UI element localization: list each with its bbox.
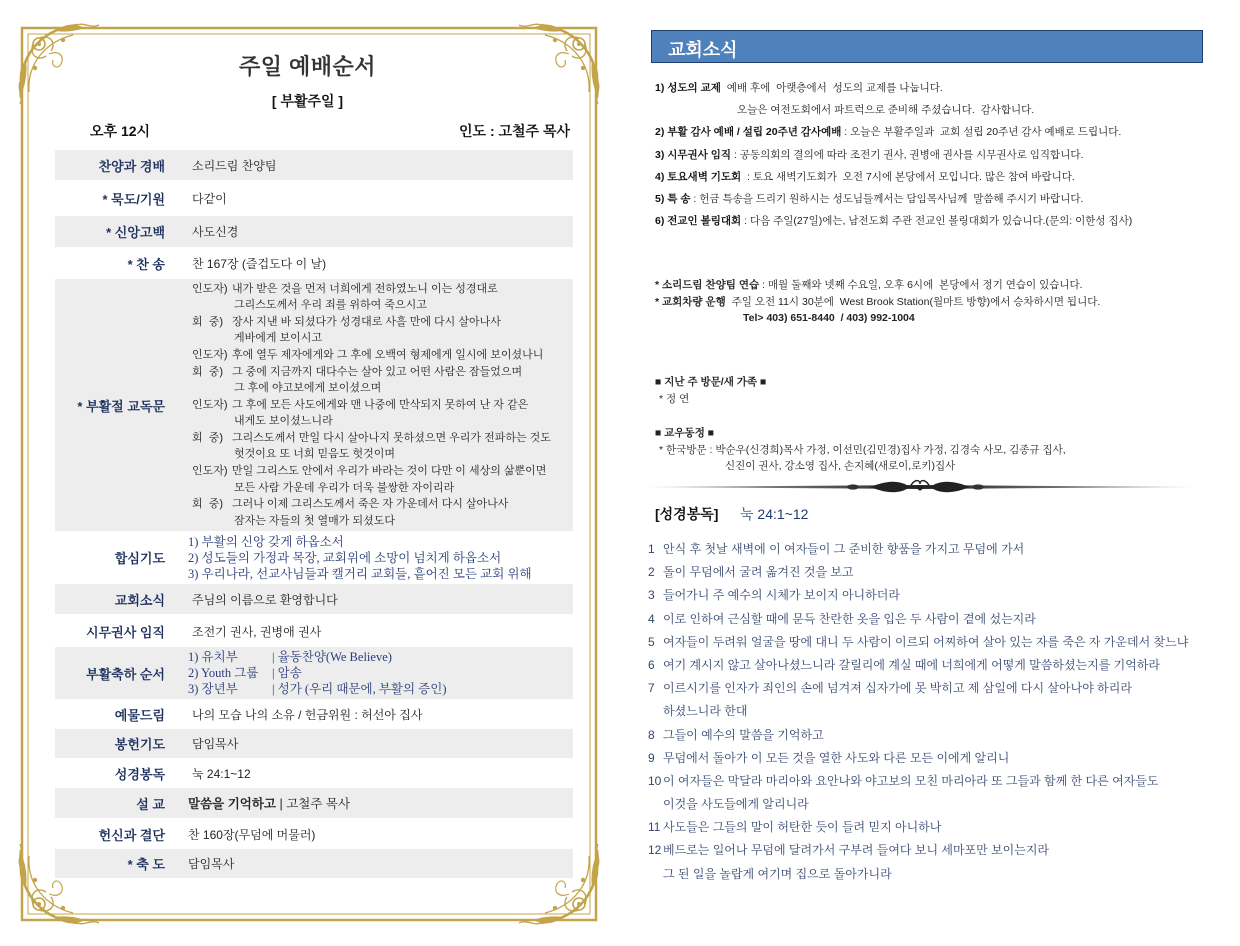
verse-text: 이것을 사도들에게 알리니라: [663, 797, 809, 812]
reading-text: 그 후에 모든 사도에게와 맨 나중에 만삭되지 못하여 난 자 같은: [232, 398, 529, 411]
order-row-prayer: [55, 533, 573, 582]
order-label: 합심기도: [114, 551, 165, 566]
order-row-sermon: [55, 788, 573, 818]
reading-speaker: 회 중): [192, 365, 224, 378]
news-title: 전교인 볼링대회: [667, 215, 742, 228]
verse-text: 안식 후 첫날 새벽에 이 여자들이 그 준비한 향품을 가지고 무덤에 가서: [663, 542, 1025, 556]
program-group: 3) 장년부: [188, 682, 238, 696]
verse: [648, 747, 1188, 770]
program-list: [188, 649, 446, 697]
order-label: 부활축하 순서: [86, 666, 165, 682]
news-title: 성도의 교제: [667, 82, 721, 94]
news-number: 1): [655, 82, 665, 94]
notices: [655, 277, 1100, 327]
verse-number: 3: [648, 588, 655, 603]
news-item: [655, 210, 1132, 232]
order-row: [55, 183, 573, 213]
news-number: 4): [655, 170, 665, 183]
order-content: 나의 모습 나의 소유 / 헌금위원 : 허선아 집사: [192, 707, 423, 722]
reading-line: [192, 364, 551, 381]
notice-title: * 교회차량 운행: [655, 295, 726, 308]
section-divider: [648, 478, 1193, 496]
responsive-reading: [192, 281, 551, 530]
program-group: 1) 유치부: [188, 650, 238, 664]
reading-text: 장사 지낸 바 되셨다가 성경대로 사흘 만에 다시 살아나사: [232, 315, 501, 328]
order-content: 조전기 권사, 권병애 권사: [192, 624, 322, 639]
reading-line: [192, 397, 551, 414]
scripture-reference: 눅 24:1~12: [740, 506, 809, 522]
notice-title: * 소리드림 찬양팀 연습: [655, 279, 760, 291]
reading-speaker: 회 중): [192, 315, 224, 328]
reading-speaker: 회 중): [192, 431, 224, 444]
news-item: [655, 188, 1132, 210]
verse: [648, 584, 1188, 607]
news-text: 예배 후에 아랫층에서 성도의 교제를 나눕니다.: [720, 82, 943, 94]
order-label: 성경봉독: [114, 766, 165, 782]
verse-number: 12: [648, 843, 662, 858]
prayer-list: [188, 534, 532, 582]
reading-text: 내가 받은 것을 먼저 너희에게 전하였노니 이는 성경대로: [232, 282, 498, 295]
reading-text: 그러나 이제 그리스도께서 죽은 자 가운데서 다시 살아나사: [232, 498, 509, 511]
order-label: 예물드림: [114, 707, 165, 723]
order-row: [55, 820, 573, 848]
reading-text: 그리스도께서 우리 죄를 위하여 죽으시고: [234, 299, 427, 312]
news-heading-bar: [651, 30, 1203, 63]
verse-number: 5: [648, 634, 655, 649]
news-title: 시무권사 임직: [667, 148, 732, 161]
reading-text: 그 중에 지금까지 대다수는 살아 있고 어떤 사람은 잠들었으며: [232, 365, 523, 378]
order-label: 헌신과 결단: [98, 827, 165, 843]
order-content: 소리드림 찬양팀: [192, 158, 277, 173]
verse-number: 1: [648, 542, 655, 556]
preacher: | 고철주 목사: [276, 797, 351, 811]
news-item: [655, 166, 1132, 188]
verse-text: 이 여자들은 막달라 마리아와 요안나와 야고보의 모친 마리아라 또 그들과 함께 한 다른 여자들도: [663, 773, 1159, 788]
news-number: 5): [655, 192, 665, 205]
verse-text: 무덤에서 돌아가 이 모든 것을 열한 사도와 다른 모든 이에게 알리니: [663, 750, 1010, 765]
order-label: 찬양과 경배: [98, 158, 165, 174]
news-title: 토요새벽 기도회: [667, 170, 742, 183]
reading-line: [192, 314, 551, 331]
reading-text: 그 후에 야고보에게 보이셨으며: [234, 382, 382, 395]
verse-number: 4: [648, 611, 655, 626]
verse: [648, 839, 1188, 862]
order-label: * 신앙고백: [106, 225, 165, 240]
order-content: 눅 24:1~12: [192, 766, 251, 781]
news-number: 6): [655, 215, 665, 228]
verse-text: 돌이 무덤에서 굴려 옮겨진 것을 보고: [663, 565, 854, 580]
reading-line: [192, 496, 551, 513]
reading-text: 게바에게 보이시고: [234, 332, 323, 345]
prayer-item: 2) 성도들의 가정과 목장, 교회위에 소망이 넘치게 하옵소서: [188, 550, 502, 565]
scripture-verses: [648, 538, 1188, 886]
verse: [648, 816, 1188, 839]
verse: [648, 654, 1188, 677]
order-content: 찬 167장 (즐겁도다 이 날): [192, 257, 327, 271]
program-group: 2) Youth 그룹: [188, 666, 259, 680]
reading-line: [192, 281, 551, 298]
verse-text: 여기 계시지 않고 살아나셨느니라 갈릴리에 계실 때에 너희에게 어떻게 말씀하셨는지를 기억하라: [663, 657, 1161, 672]
program-item: [188, 681, 446, 697]
service-leader: 인도 : 고철주 목사: [459, 123, 570, 139]
news-text: : 공동의회의 결의에 따라 조전기 권사, 권병애 권사를 시무권사로 임직합니다.: [731, 148, 1084, 161]
members-news: [655, 425, 1066, 475]
verse-number: 11: [648, 820, 661, 835]
verse: [648, 608, 1188, 631]
notice-text: 주일 오전 11시 30분에 West Brook Station(월마트 방향)에서 승차하시면 됩니다.: [725, 295, 1101, 308]
verse: [648, 770, 1188, 793]
members-news-line: * 한국방문 : 박순우(신경희)목사 가정, 이선민(김민경)집사 가정, 김경숙 사모, 김종규 집사,: [659, 443, 1066, 456]
order-content: 담임목사: [192, 737, 239, 751]
prayer-item: 3) 우리나라, 선교사님들과 캘거리 교회들, 흩어진 모든 교회 위해: [188, 566, 532, 581]
reading-text: 내게도 보이셨느니라: [234, 415, 333, 428]
order-row: [55, 729, 573, 758]
order-row: [55, 759, 573, 787]
verse-number: 10: [648, 773, 662, 788]
reading-speaker: 인도자): [192, 348, 228, 361]
reading-text: 후에 열두 제자에게와 그 후에 오백여 형제에게 일시에 보이셨나니: [232, 348, 544, 361]
order-label: 설 교: [136, 796, 165, 812]
news-text: : 다음 주일(27일)에는, 남전도회 주관 전교인 볼링대회가 있습니다.(문의: 이한성 집사): [741, 215, 1133, 228]
order-label: 교회소식: [114, 592, 165, 608]
service-subtitle: [ 부활주일 ]: [271, 93, 344, 109]
verse-text: 이르시기를 인자가 죄인의 손에 넘겨져 십자가에 못 박히고 제 삼일에 다시 살아나야 하리라: [663, 681, 1132, 696]
notice-item: [655, 277, 1100, 294]
verse: [648, 538, 1188, 561]
news-number: 3): [655, 148, 665, 161]
reading-text: 모든 사람 가운데 우리가 더욱 불쌍한 자이리라: [234, 481, 455, 494]
sermon-content: [188, 794, 350, 812]
visitors-heading: ■ 지난 주 방문/새 가족 ■: [655, 376, 767, 388]
reading-text: 잠자는 자들의 첫 열매가 되셨도다: [234, 514, 395, 527]
order-row: [55, 584, 573, 614]
program-item: [188, 665, 446, 681]
reading-line: [192, 347, 551, 364]
verse-number: 2: [648, 565, 655, 580]
news-text: : 토요 새벽기도회가 오전 7시에 본당에서 모입니다. 많은 참여 바랍니다.: [741, 170, 1075, 183]
verse-text: 그 된 일을 놀랍게 여기며 집으로 돌아가니라: [663, 866, 892, 881]
verse-text: 그들이 예수의 말씀을 기억하고: [663, 727, 824, 742]
verse-text: 베드로는 일어나 무덤에 달려가서 구부려 들여다 보니 세마포만 보이는지라: [663, 843, 1050, 858]
members-news-line: 신진이 권사, 강소영 집사, 손지혜(새로이,로키)집사: [725, 460, 956, 472]
page-title: 주일 예배순서: [238, 54, 377, 79]
verse-number: 6: [648, 657, 655, 672]
verse-text: 들어가니 주 예수의 시체가 보이지 아니하더라: [663, 588, 900, 603]
visitor-entry: * 정 연: [659, 392, 690, 405]
order-row: [55, 616, 573, 646]
notice-text: : 매월 둘째와 넷째 수요일, 오후 6시에 본당에서 정기 연습이 있습니다.: [759, 279, 1083, 291]
order-label: * 묵도/기원: [102, 191, 165, 207]
news-page: [640, 0, 1236, 946]
order-row: [55, 249, 573, 278]
order-label: 시무권사 임직: [86, 624, 165, 640]
order-content: 찬 160장(무덤에 머물러): [188, 827, 316, 842]
reading-line: [192, 430, 551, 447]
reading-line: [192, 463, 551, 480]
order-content: 담임목사: [188, 857, 235, 871]
sermon-title: 말씀을 기억하고: [188, 797, 276, 811]
reading-text: 그리스도께서 만일 다시 살아나지 못하셨으면 우리가 전파하는 것도: [232, 431, 551, 444]
order-content: 사도신경: [192, 225, 239, 239]
reading-speaker: 인도자): [192, 398, 228, 411]
reading-text: 헛것이요 또 너희 믿음도 헛것이며: [234, 448, 395, 461]
prayer-item: 1) 부활의 신앙 갖게 하옵소서: [188, 534, 344, 549]
order-row: [55, 700, 573, 728]
order-row-easter-program: [55, 647, 573, 699]
order-label: 봉헌기도: [114, 737, 165, 752]
reading-speaker: 회 중): [192, 498, 224, 511]
verse: [648, 561, 1188, 584]
order-label: * 부활절 교독문: [77, 398, 165, 414]
news-number: 2): [655, 126, 665, 139]
verse: [648, 677, 1188, 700]
verse-number: 7: [648, 681, 655, 696]
news-title: 부활 감사 예배 / 설립 20주년 감사예배: [667, 126, 842, 139]
order-row: [55, 849, 573, 878]
reading-text: 만일 그리스도 안에서 우리가 바라는 것이 다만 이 세상의 삶뿐이면: [232, 465, 547, 478]
order-row: [55, 216, 573, 247]
news-text: : 오늘은 부활주일과 교회 설립 20주년 감사 예배로 드립니다.: [841, 126, 1122, 139]
news-heading: 교회소식: [668, 40, 738, 60]
verse-text: 사도들은 그들의 말이 허탄한 듯이 들려 믿지 아니하나: [663, 820, 942, 835]
visitors: [655, 374, 766, 407]
order-label: * 찬 송: [127, 257, 165, 272]
members-news-heading: ■ 교우동정 ■: [655, 427, 715, 439]
news-item: [655, 77, 1132, 99]
program-act: | 암송: [272, 666, 302, 680]
order-row: [55, 150, 573, 180]
verse-text: 여자들이 두려워 얼굴을 땅에 대니 두 사람이 이르되 어찌하여 살아 있는 자를 죽은 자 가운데서 찾느냐: [663, 634, 1189, 649]
verse: [648, 724, 1188, 747]
verse-text: 이로 인하여 근심할 때에 문득 찬란한 옷을 입은 두 사람이 곁에 섰는지라: [663, 611, 1036, 626]
notice-item: [655, 294, 1100, 311]
verse-number: 9: [648, 750, 655, 765]
service-time: 오후 12시: [90, 123, 151, 139]
order-label: * 축 도: [127, 857, 165, 872]
verse-number: 8: [648, 727, 655, 742]
program-item: [188, 649, 446, 665]
news-list: [655, 77, 1132, 232]
news-text: : 헌금 특송을 드리기 원하시는 성도님들께서는 담임목사님께 말씀해 주시기 바랍니다.: [690, 192, 1084, 205]
reading-speaker: 인도자): [192, 465, 228, 478]
order-content: 주님의 이름으로 환영합니다: [192, 592, 338, 607]
order-content: 다같이: [192, 191, 227, 206]
verse: [648, 631, 1188, 654]
scripture-heading: [성경봉독]: [655, 506, 719, 522]
verse-text: 하셨느니라 한대: [663, 704, 748, 719]
news-item: [655, 121, 1132, 143]
program-act: | 율동찬양(We Believe): [272, 650, 392, 664]
program-act: | 성가 (우리 때문에, 부활의 증인): [272, 682, 447, 696]
news-title: 특 송: [667, 192, 691, 205]
notice-phone: Tel> 403) 651-8440 / 403) 992-1004: [743, 312, 915, 324]
order-row-responsive-reading: [55, 279, 573, 531]
news-text: 오늘은 여전도회에서 파트럭으로 준비해 주셨습니다. 감사합니다.: [737, 104, 1035, 117]
reading-speaker: 인도자): [192, 282, 228, 295]
news-item: [655, 144, 1132, 166]
